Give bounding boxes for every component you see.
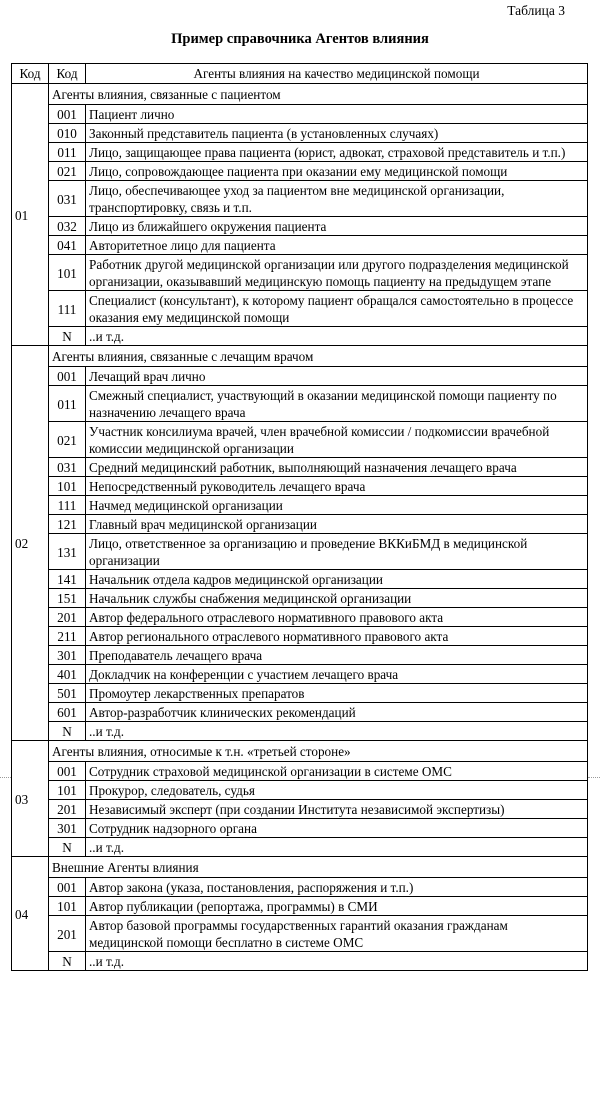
agent-description: Автор регионального отраслевого нормативного правового акта [86,627,588,646]
agent-description: ..и т.д. [86,722,588,741]
table-row [12,916,588,952]
group-code: 02 [12,346,49,741]
table-row [12,458,588,477]
agent-code: 111 [49,496,86,515]
agent-description: Специалист (консультант), к которому пациент обращался самостоятельно в процессе оказания ему медицинской помощи [86,291,588,327]
agent-code: 501 [49,684,86,703]
agent-code: N [49,952,86,971]
table-row [12,684,588,703]
table-row [12,897,588,916]
agent-code: 401 [49,665,86,684]
table-row [12,703,588,722]
agent-description: Начальник службы снабжения медицинской организации [86,589,588,608]
agent-description: Смежный специалист, участвующий в оказании медицинской помощи пациенту по назначению лечащего врача [86,386,588,422]
agent-description: Непосредственный руководитель лечащего врача [86,477,588,496]
header-agents: Агенты влияния на качество медицинской помощи [86,64,588,84]
agent-code: 001 [49,762,86,781]
group-row [12,857,588,878]
agent-description: Преподаватель лечащего врача [86,646,588,665]
agent-description: Лицо, сопровождающее пациента при оказании ему медицинской помощи [86,162,588,181]
agent-description: Прокурор, следователь, судья [86,781,588,800]
agent-description: Авторитетное лицо для пациента [86,236,588,255]
agent-code: 131 [49,534,86,570]
table-row [12,236,588,255]
table-row [12,722,588,741]
group-title: Внешние Агенты влияния [49,857,588,878]
agent-description: Лечащий врач лично [86,367,588,386]
table-row [12,665,588,684]
agent-code: 111 [49,291,86,327]
agent-code: 141 [49,570,86,589]
table-row [12,105,588,124]
agent-description: Автор базовой программы государственных гарантий оказания гражданам медицинской помощи бесплатно в системе ОМС [86,916,588,952]
agent-code: 101 [49,897,86,916]
table-row [12,646,588,665]
group-title: Агенты влияния, связанные с пациентом [49,84,588,105]
agent-description: Автор закона (указа, постановления, распоряжения и т.п.) [86,878,588,897]
agent-description: Лицо, защищающее права пациента (юрист, адвокат, страховой представитель и т.п.) [86,143,588,162]
table-row [12,819,588,838]
agent-code: 010 [49,124,86,143]
table-row [12,162,588,181]
agent-code: 011 [49,386,86,422]
agent-code: N [49,838,86,857]
table-row [12,627,588,646]
table-row [12,143,588,162]
header-group-code: Код [12,64,49,84]
table-row [12,781,588,800]
agent-code: 301 [49,819,86,838]
agent-description: Сотрудник надзорного органа [86,819,588,838]
agent-code: 001 [49,367,86,386]
group-row [12,346,588,367]
group-row [12,84,588,105]
table-row [12,124,588,143]
group-title: Агенты влияния, связанные с лечащим врачом [49,346,588,367]
table-row [12,496,588,515]
agent-description: Законный представитель пациента (в установленных случаях) [86,124,588,143]
agent-code: 151 [49,589,86,608]
table-row [12,878,588,897]
agent-code: 211 [49,627,86,646]
agent-code: 101 [49,255,86,291]
agent-description: Промоутер лекарственных препаратов [86,684,588,703]
agent-description: ..и т.д. [86,952,588,971]
table-row [12,181,588,217]
group-code: 01 [12,84,49,346]
table-row [12,217,588,236]
table-row [12,608,588,627]
page-separator-right [588,777,600,778]
table-row [12,327,588,346]
header-code: Код [49,64,86,84]
table-row [12,255,588,291]
agent-description: Средний медицинский работник, выполняющий назначения лечащего врача [86,458,588,477]
agent-description: Начальник отдела кадров медицинской организации [86,570,588,589]
agent-code: 001 [49,105,86,124]
agent-description: Лицо, ответственное за организацию и проведение ВККиБМД в медицинской организации [86,534,588,570]
agent-description: Лицо из ближайшего окружения пациента [86,217,588,236]
table-row [12,570,588,589]
agent-description: Докладчик на конференции с участием лечащего врача [86,665,588,684]
table-row [12,762,588,781]
agents-reference-table [11,63,588,971]
table-row [12,589,588,608]
agent-code: 201 [49,800,86,819]
agent-code: 601 [49,703,86,722]
table-row [12,952,588,971]
agent-code: 001 [49,878,86,897]
group-code: 04 [12,857,49,971]
agent-code: 041 [49,236,86,255]
group-code: 03 [12,741,49,857]
agent-description: ..и т.д. [86,327,588,346]
page-separator-left [0,777,11,778]
agent-description: Работник другой медицинской организации или другого подразделения медицинской организации, оказывавший медицинскую помощь пациенту на предыдущем этапе [86,255,588,291]
agent-code: 021 [49,422,86,458]
agent-code: 031 [49,181,86,217]
agent-code: 101 [49,477,86,496]
agent-code: 031 [49,458,86,477]
agent-description: Автор федерального отраслевого нормативного правового акта [86,608,588,627]
group-row [12,741,588,762]
agent-description: Лицо, обеспечивающее уход за пациентом вне медицинской организации, транспортировку, связь и т.п. [86,181,588,217]
agent-description: Главный врач медицинской организации [86,515,588,534]
agent-code: 011 [49,143,86,162]
agent-code: 121 [49,515,86,534]
agent-description: Автор публикации (репортажа, программы) в СМИ [86,897,588,916]
agent-code: 032 [49,217,86,236]
table-row [12,515,588,534]
agent-description: Начмед медицинской организации [86,496,588,515]
table-row [12,838,588,857]
table-body [12,84,588,971]
table-header-row [12,64,588,84]
table-number: Таблица 3 [507,3,565,18]
table-row [12,386,588,422]
table-row [12,367,588,386]
agent-description: Пациент лично [86,105,588,124]
table-row [12,422,588,458]
document-title: Пример справочника Агентов влияния [171,31,429,47]
agent-code: 021 [49,162,86,181]
table-row [12,800,588,819]
agent-code: N [49,722,86,741]
agent-description: Участник консилиума врачей, член врачебной комиссии / подкомиссии врачебной комиссии медицинской организации [86,422,588,458]
table-row [12,534,588,570]
agent-code: 201 [49,608,86,627]
table-row [12,477,588,496]
agent-code: N [49,327,86,346]
agent-description: Автор-разработчик клинических рекомендаций [86,703,588,722]
agent-description: Независимый эксперт (при создании Института независимой экспертизы) [86,800,588,819]
agent-code: 201 [49,916,86,952]
group-title: Агенты влияния, относимые к т.н. «третьей стороне» [49,741,588,762]
agent-code: 101 [49,781,86,800]
table-row [12,291,588,327]
agent-description: Сотрудник страховой медицинской организации в системе ОМС [86,762,588,781]
agent-description: ..и т.д. [86,838,588,857]
agent-code: 301 [49,646,86,665]
